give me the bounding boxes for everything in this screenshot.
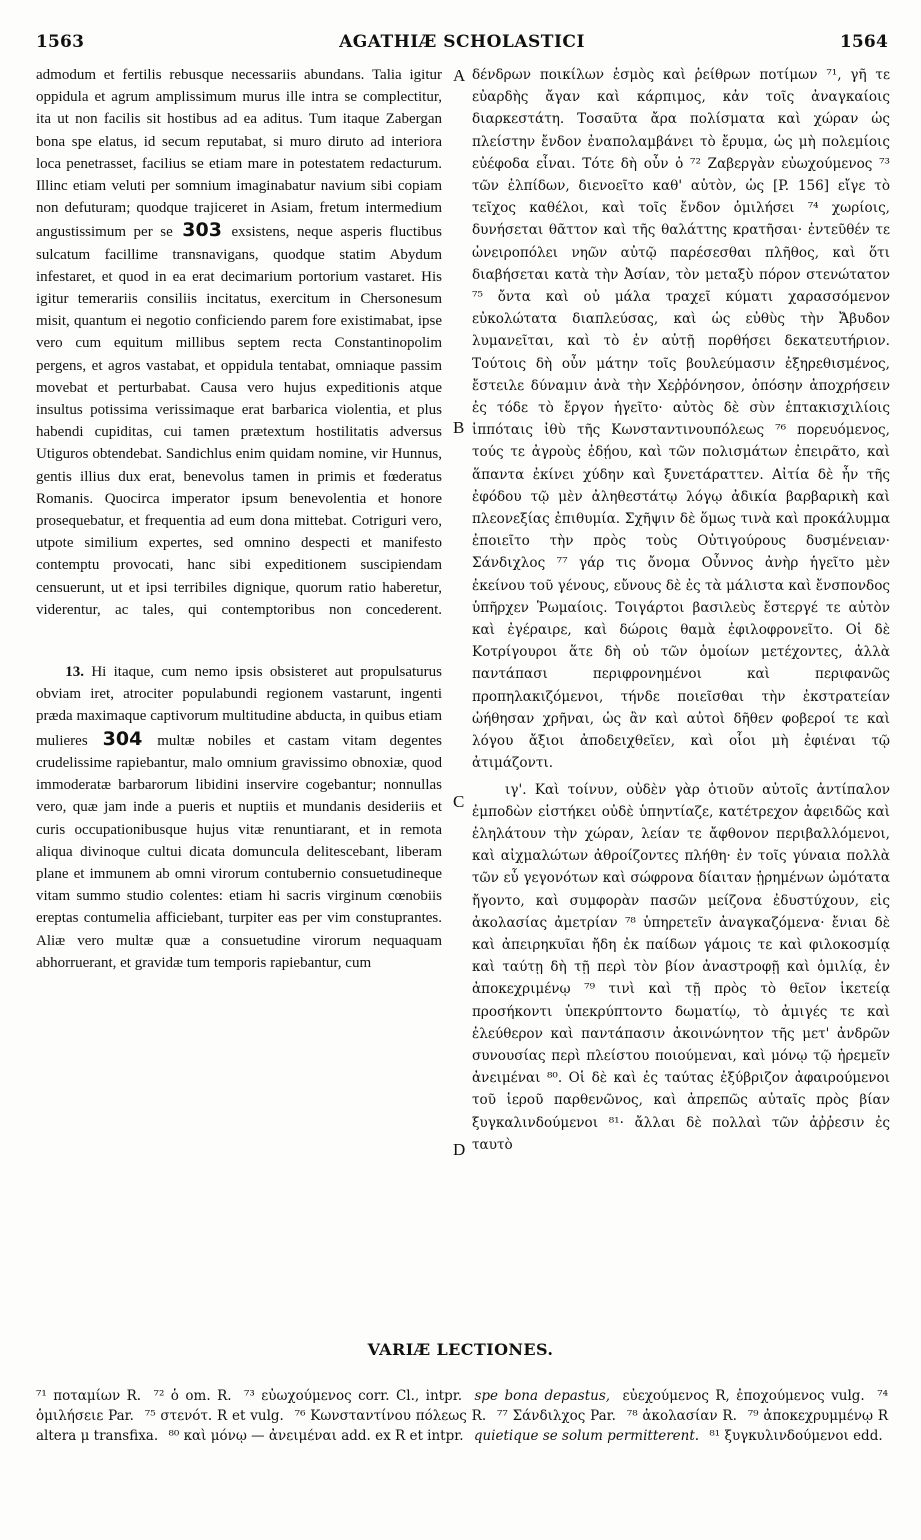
- note-75: ⁷⁵ στενότ. R et vulg.: [144, 1408, 284, 1424]
- note-76: ⁷⁶ Κωνσταντίνου πόλεως R.: [294, 1408, 487, 1424]
- greek-column: [472, 64, 890, 1156]
- note-80: ⁸⁰ καὶ μόνῳ — ἀνειμέναι add. ex R et intpr.: [168, 1428, 464, 1444]
- note-74: ⁷⁴ ὁμιλήσειε Par.: [36, 1388, 889, 1424]
- greek-text: Καὶ τοίνυν, οὐδὲν γὰρ ὁτιοῦν αὐτοῖς ἀντίπαλον ἐμποδὼν εἱστήκει οὐδὲ ὑπηντίαζε, κατέτρεχον ἀφειδῶς καὶ ἐληλάτουν τὴν χώραν, λείαν τε ἄφθονον περιβαλλόμενοι, καὶ αἰχμαλώτων ἀθροίζοντες πλήθη· ἐν τοῖς γύναια πολλὰ τῶν εὖ γεγονότων καὶ σώφρονα δίαιταν ᾑρημένων ὠμότατα ἤγοντο, καὶ συμφορὰν πασῶν μείζονα ἐδυστύχουν, εἰς ἀκολασίας ἀμετρίαν ⁷⁸ ὑπηρετεῖν ἀναγκαζόμενα· ἔνιαι δὲ καὶ ἀπειρηκυῖαι ἤδη ἐκ παίδων γάμοις τε καὶ φιλοκοσμίᾳ καὶ ταύτῃ δὴ τῇ περὶ τὸν βίον ἀναστροφῇ καὶ ὁμιλίᾳ, ἐν ἀποκεχριμένῳ ⁷⁹ τινὶ καὶ τῇ πρὸς τὸ θεῖον ἱκετείᾳ προσήκοντι ὑπεκρύπτοντο δωματίῳ, τὸ ἀμιγές τε καὶ ἐλεύθερον καὶ παντάπασιν ἀκοινώνητον τῆς μετ' ἀνδρῶν συνουσίας περὶ πλείστου ποιούμεναι, καὶ μόνῳ τῷ ἠρεμεῖν ἀνειμέναι ⁸⁰. Οἱ δὲ καὶ ἐς ταύτας ἐξύβριζον ἀφαιρούμενοι τοῦ ἱεροῦ παρθενῶνος, καὶ ἀπρεπῶς αὐταῖς πρὸς βίαν ξυγκαλινδούμενοι ⁸¹· ἄλλαι δὲ πολλαὶ τῶν ἀῤῥεσιν ἐς ταυτὸ: [472, 781, 890, 1153]
- greek-paragraph-1: [472, 64, 890, 775]
- note-77: ⁷⁷ Σάνδιλχος Par.: [496, 1408, 616, 1424]
- greek-paragraph-2: [472, 779, 890, 1156]
- page-header: [36, 32, 888, 60]
- latin-text: admodum et fertilis rebusque necessariis abundans. Talia igitur oppidula et agrum amplissimum murus ille intra se complectitur, ita ut non facilis sit hostibus ad ea aditus. Tum itaque Zabergan bona spe elatus, id secum reputabat, si muro diruto ad interiora loca penetrasset, facilius se etiam mare in potestatem redacturum. Illinc etiam veluti per somnium imaginabatur navium sibi copiam non defuturam; quodque trajiceret in Asiam, fretum intermedium angustissimum per se: [36, 67, 442, 241]
- latin-text: Hi itaque, cum nemo ipsis obsisteret aut propulsaturus obviam iret, atrociter populabundi regionem vastarunt, ingenti præda maximaque captivorum multitudine abducta, in quibus etiam mulieres: [36, 664, 443, 749]
- variae-lectiones-notes: [36, 1386, 888, 1446]
- section-number: 13.: [65, 664, 84, 681]
- left-page-number: 1563: [36, 32, 85, 52]
- latin-column: [36, 64, 442, 974]
- margin-marker-b: B: [453, 418, 465, 437]
- greek-text: δένδρων ποικίλων ἑσμὸς καὶ ῥείθρων ποτίμων ⁷¹, γῆ τε εὐαρδὴς ἄγαν καὶ κάρπιμος, κἀν τοῖς ἀναγκαίοις διαρκεστάτη. Τοσαῦτα ἄρα πολίσματα καὶ χώραν ὡς πλείστην ἔνδον ἐναπολαμβάνει τὸ ἔρυμα, ὡς μὴ πολεμίοις εὐέφοδα εἶναι. Τότε δὴ οὖν ὁ ⁷² Ζαβεργὰν εὐωχούμενος ⁷³ τῶν ἐλπίδων, διενοεῖτο καθ' αὑτὸν, ὡς [P. 156] εἴγε τὸ τεῖχος καθέλοι, καὶ τοῖς ἔνδον ὁμιλήσει ⁷⁴ χωρίοις, δυνήσεται θᾶττον καὶ τῆς θαλάττης κρατῆσαι· ἐντεῦθέν τε ὠνειροπόλει νηῶν αὐτῷ παρέσεσθαι πλῆθος, καὶ ὅτι διαβήσεται κατὰ τὴν Ἀσίαν, τὸν μεταξὺ πόρον στενώτατον ⁷⁵ ὄντα καὶ οὐ μάλα τραχεῖ κύματι χαρασσόμενον εὐκολώτατα διαπλεύσας, καὶ ὡς εὐθὺς τὴν Ἄβυδον λυμανεῖται, καὶ τὸ ἐν αὐτῇ πορθήσει δεκατευτήριον. Τούτοις δὴ οὖν μάτην τοῖς βουλεύμασιν ἐξηρεθισμένος, ἔστειλε δύναμιν ἀνὰ τὴν Χεῤῥόνησον, ὁπόσην ἀποχρήσειν ἐς τόδε τὸ ἔργον ἡγεῖτο· αὐτὸς δὲ σὺν ἑπτακισχιλίοις ἱππόταις ἰθὺ τῆς Κωνσταντινουπόλεως ⁷⁶ πορευόμενος, τούς τε ἀγροὺς ἐδῄου, καὶ τῶν πολισμάτων ἐπειρᾶτο, καὶ ἅπαντα ἐκίνει χύδην καὶ ξυνετάραττεν. Αἰτία δὲ ἦν τῆς ἐφόδου τῷ μὲν ἀληθεστάτῳ λόγῳ ἀδικία βαρβαρικὴ καὶ πλεονεξίας ἐπιθυμία. Σχῆψιν δὲ ὅμως τινὰ καὶ προκάλυμμα ἐποιεῖτο τὴν πρὸς τοὺς Οὐτιγούρους δυσμένειαν· Σάνδιχλος ⁷⁷ γάρ τις ὄνομα Οὖννος ἀνὴρ ἡγεῖτο μὲν ἐκείνου τοῦ γένους, εὔνους δὲ ἐς τὰ μάλιστα καὶ ἔνσπονδος ὑπῆρχεν Ῥωμαίοις. Τοιγάρτοι βασιλεὺς ἔστεργέ τε αὐτὸν καὶ ἐγέραιρε, καὶ δώροις θαμὰ ἐφιλοφρονεῖτο. Οἱ δὲ Κοτρίγουροι ἅτε δὴ οὐ τῶν ὁμοίων μετέχοντες, ἀλλὰ παντάπασι περιφρονημένοι καὶ περιφανῶς προπηλακιζόμενοι, τήνδε ποιεῖσθαι τὴν ἐκστρατείαν ὠήθησαν χρῆναι, ὡς ἂν καὶ αὐτοὶ δῆθεν φοβεροί τε καὶ λόγου ἄξιοι ἀποδειχθεῖεν, καὶ οἷοι μὴ ἐφιέναι τῷ ἀτιμάζοντι.: [472, 67, 890, 772]
- old-page-number: 303: [182, 219, 222, 242]
- latin-paragraph-1: [36, 64, 442, 621]
- note-80-italic: quietique se solum permitterent.: [473, 1428, 700, 1444]
- note-73-italic: spe bona depastus,: [474, 1388, 611, 1404]
- section-number: ιγ'.: [505, 781, 527, 798]
- margin-marker-c: C: [453, 792, 465, 811]
- old-page-number: 304: [102, 727, 143, 750]
- margin-marker-d: D: [453, 1140, 466, 1159]
- note-79: ⁷⁹ ἀποκεχρυμμένῳ R altera μ transfixa.: [36, 1408, 888, 1444]
- latin-text: multæ nobiles et castam vitam degentes crudelissime rapiebantur, malo omnium gravissimo obnoxiæ, quod immoderatæ barbarorum libidini inservire cogebantur; nonnullas vero, quæ jam inde a pueris et nuptiis et mundanis desideriis et curis occupationibusque hujus vitæ renuntiarant, et in remota aliqua divinoque cultui dicata domuncula delitescebant, liberam plane et immunem ab omni virorum contubernio consuetudineque vitam summo studio colentes: etiam hi sacris virginum cœnobiis ereptas contumelia afficiebant, turpiter eas per vim constuprantes. Aliæ vero multæ quæ a consuetudine virorum nequaquam abhorruerant, et gravidæ tum temporis rapiebantur, cum: [36, 732, 443, 971]
- margin-marker-a: A: [453, 66, 466, 85]
- note-73: ⁷³ εὐωχούμενος corr. Cl., intpr.: [244, 1388, 463, 1404]
- note-81: ⁸¹ ξυγκυλινδούμενοι edd.: [709, 1428, 883, 1444]
- running-title: AGATHIÆ SCHOLASTICI: [339, 32, 585, 52]
- paragraph-gap: [36, 621, 442, 661]
- latin-paragraph-2: [36, 661, 442, 974]
- note-78: ⁷⁸ ἀκολασίαν R.: [626, 1408, 737, 1424]
- note-72: ⁷² ὁ om. R.: [153, 1388, 232, 1404]
- note-73-cont: εὐεχούμενος R, ἐποχούμενος vulg.: [622, 1388, 865, 1404]
- variae-lectiones-heading: VARIÆ LECTIONES.: [367, 1340, 554, 1359]
- right-page-number: 1564: [839, 32, 888, 52]
- note-71: ⁷¹ ποταμίων R.: [36, 1388, 142, 1404]
- latin-text: exsistens, neque asperis fluctibus sulcatum facillime transnavigans, quodque statim Abydum infestaret, et quod in ea erat decimarium portorium vastaret. His igitur temerariis consiliis incitatus, exercitum in Chersonesum misit, quantum ei negotio conficiendo parem fore existimabat, ipse vero cum equitum millibus septem recta Constantinopolim pergens, et agros vastabat, et oppidula tentabat, omniaque passim movebat et perturbabat. Causa vero hujus expeditionis atque insultus potissima verissimaque erat barbarica violentia, et plus habendi cupiditas, cui tamen prætextum hostilitatis adversus Utiguros obtendebat. Sandichlus enim quidam nomine, vir Hunnus, gentis illius dux erat, benevolus tamen in primis et fœderatus Romanis. Quocirca imperator ipsum benevolentia et honore prosequebatur, et frequentia ad eum dona mittebat. Cotriguri vero, utpote similium expertes, sed omnino despecti et manifesto contemptu provocati, hanc sibi expeditionem suscipiendam censuerunt, ut et ipsi terribiles dignique, quorum ratio haberetur, viderentur, ac tales, qui contemptoribus non concederent.: [36, 224, 443, 618]
